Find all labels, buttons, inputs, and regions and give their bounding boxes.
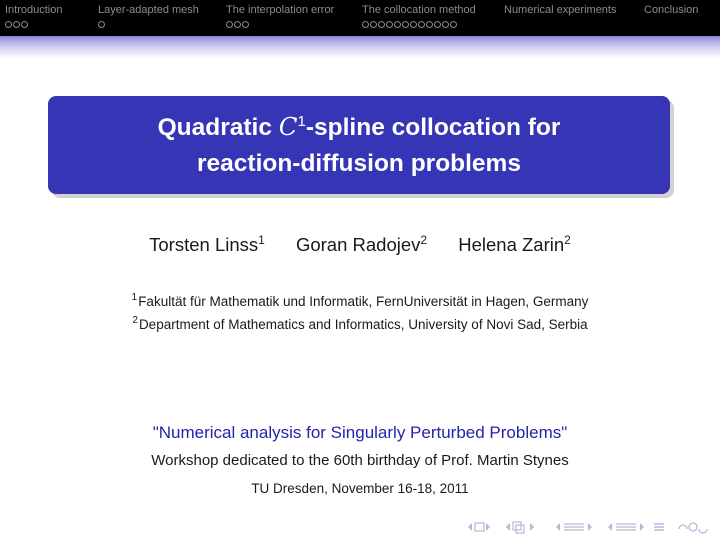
author-affiliation-mark: 1 [258,233,265,247]
author-affiliation-mark: 2 [564,233,571,247]
prev-section-icon[interactable] [606,520,646,534]
nav-subsection-dot[interactable] [234,21,241,28]
event-title: "Numerical analysis for Singularly Perturbed Problems" [152,423,568,442]
nav-subsection-dot[interactable] [418,21,425,28]
event-date-place: TU Dresden, November 16-18, 2011 [251,481,469,496]
affiliation-text: Fakultät für Mathematik und Informatik, FernUniversität in Hagen, Germany [138,294,589,309]
nav-section-label: Numerical experiments [504,4,617,16]
nav-section-label: Introduction [5,4,63,16]
affiliation-text: Department of Mathematics and Informatics, University of Novi Sad, Serbia [138,317,588,332]
author-list [0,234,720,256]
nav-subsection-dot[interactable] [21,21,28,28]
author-name: Torsten Linss [149,234,259,255]
search-icon[interactable] [652,520,666,534]
prev-slide-icon[interactable] [466,520,490,534]
nav-subsection-dot[interactable] [402,21,409,28]
prev-subsection-icon[interactable] [554,520,594,534]
author [458,234,571,255]
nav-subsection-dot[interactable] [410,21,417,28]
title-superscript: 1 [297,112,306,130]
nav-subsection-dot[interactable] [13,21,20,28]
nav-subsection-dot[interactable] [442,21,449,28]
author-affiliation-mark: 2 [420,233,428,247]
title-symbol: C [278,111,298,141]
affiliation [0,317,720,332]
affiliation [0,294,720,309]
title-prefix: Quadratic [157,113,279,141]
nav-subsection-dots [226,21,250,28]
title-line2: reaction-diffusion problems [197,149,521,177]
affiliation-mark: 2 [132,315,138,326]
nav-subsection-dot[interactable] [434,21,441,28]
nav-subsection-dot[interactable] [394,21,401,28]
author-name: Helena Zarin [458,234,565,255]
author [296,234,427,255]
nav-subsection-dots [98,21,106,28]
section-navigation-bar [0,0,720,36]
affiliation-mark: 1 [131,292,138,303]
zoom-icon[interactable] [676,520,710,534]
nav-subsection-dot[interactable] [5,21,12,28]
title-line1-rest: -spline collocation for [305,113,561,141]
nav-section-label: The collocation method [362,4,476,16]
nav-subsection-dot[interactable] [362,21,369,28]
nav-subsection-dot[interactable] [426,21,433,28]
nav-section-label: The interpolation error [226,4,335,16]
author-name: Goran Radojev [295,234,421,255]
nav-subsection-dot[interactable] [450,21,457,28]
author [149,234,265,255]
header-gradient-divider [0,36,720,58]
nav-subsection-dot[interactable] [242,21,249,28]
title-box [48,96,670,194]
nav-section-label: Layer-adapted mesh [98,4,199,16]
nav-subsection-dots [362,21,458,28]
nav-subsection-dot[interactable] [226,21,233,28]
nav-subsection-dot[interactable] [98,21,105,28]
nav-subsection-dots [5,21,29,28]
nav-subsection-dot[interactable] [370,21,377,28]
presentation-title [158,109,561,182]
prev-frame-icon[interactable] [504,520,540,534]
event-subtitle: Workshop dedicated to the 60th birthday of Prof. Martin Stynes [151,452,569,469]
nav-section-label: Conclusion [644,4,699,16]
nav-subsection-dot[interactable] [378,21,385,28]
nav-subsection-dot[interactable] [386,21,393,28]
slide-navigation-controls [466,520,710,536]
